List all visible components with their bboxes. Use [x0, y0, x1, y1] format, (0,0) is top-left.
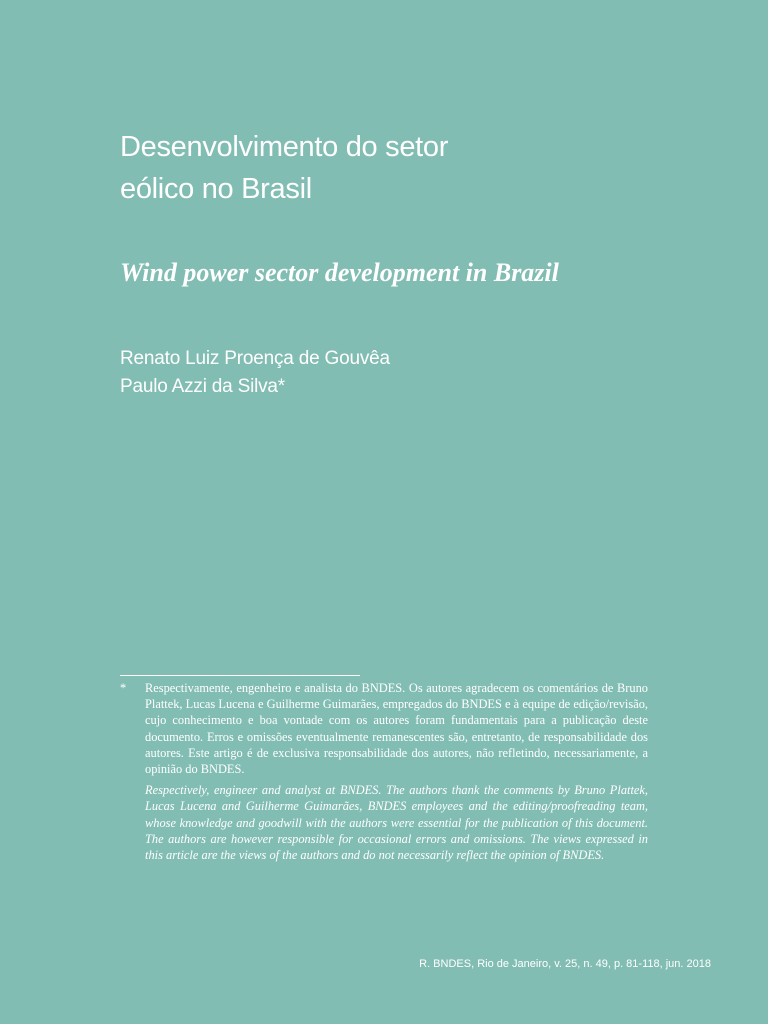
author-name: Paulo Azzi da Silva* [120, 376, 285, 397]
footnote-text-english: Respectively, engineer and analyst at BNDES. The authors thank the comments by Bruno Plattek, Lucas Lucena and Guilherme Guimarães, BNDES employees and the editing/proofreading team, whose knowledge and goodwill with the authors were essential for the publication of this document. The authors are however responsible for occasional errors and omissions. The views expressed in this article are the views of the authors and do not necessarily reflect the opinion of BNDES. [145, 783, 648, 863]
journal-citation: R. BNDES, Rio de Janeiro, v. 25, n. 49, p. 81-118, jun. 2018 [419, 958, 711, 970]
footnote [120, 680, 648, 863]
footnote-text-portuguese: Respectivamente, engenheiro e analista do BNDES. Os autores agradecem os comentários de Bruno Plattek, Lucas Lucena e Guilherme Guimarães, empregados do BNDES e à equipe de edição/revisão, cujo conhecimento e boa vontade com os autores foram fundamentais para a publicação deste documento. Erros e omissões eventualmente remanescentes são, entretanto, de responsabilidade dos autores. Este artigo é de exclusiva responsabilidade dos autores, não refletindo, necessariamente, a opinião do BNDES. [145, 681, 648, 777]
author-list [120, 345, 390, 401]
author-name: Renato Luiz Proença de Gouvêa [120, 348, 390, 369]
article-title-line-1: Desenvolvimento do setor [120, 131, 449, 163]
article-title [120, 126, 680, 210]
footnote-divider [120, 675, 360, 676]
footnote-marker: * [120, 681, 127, 695]
article-subtitle: Wind power sector development in Brazil [120, 258, 559, 287]
footnote-body [145, 680, 648, 863]
article-title-line-2: eólico no Brasil [120, 173, 312, 205]
